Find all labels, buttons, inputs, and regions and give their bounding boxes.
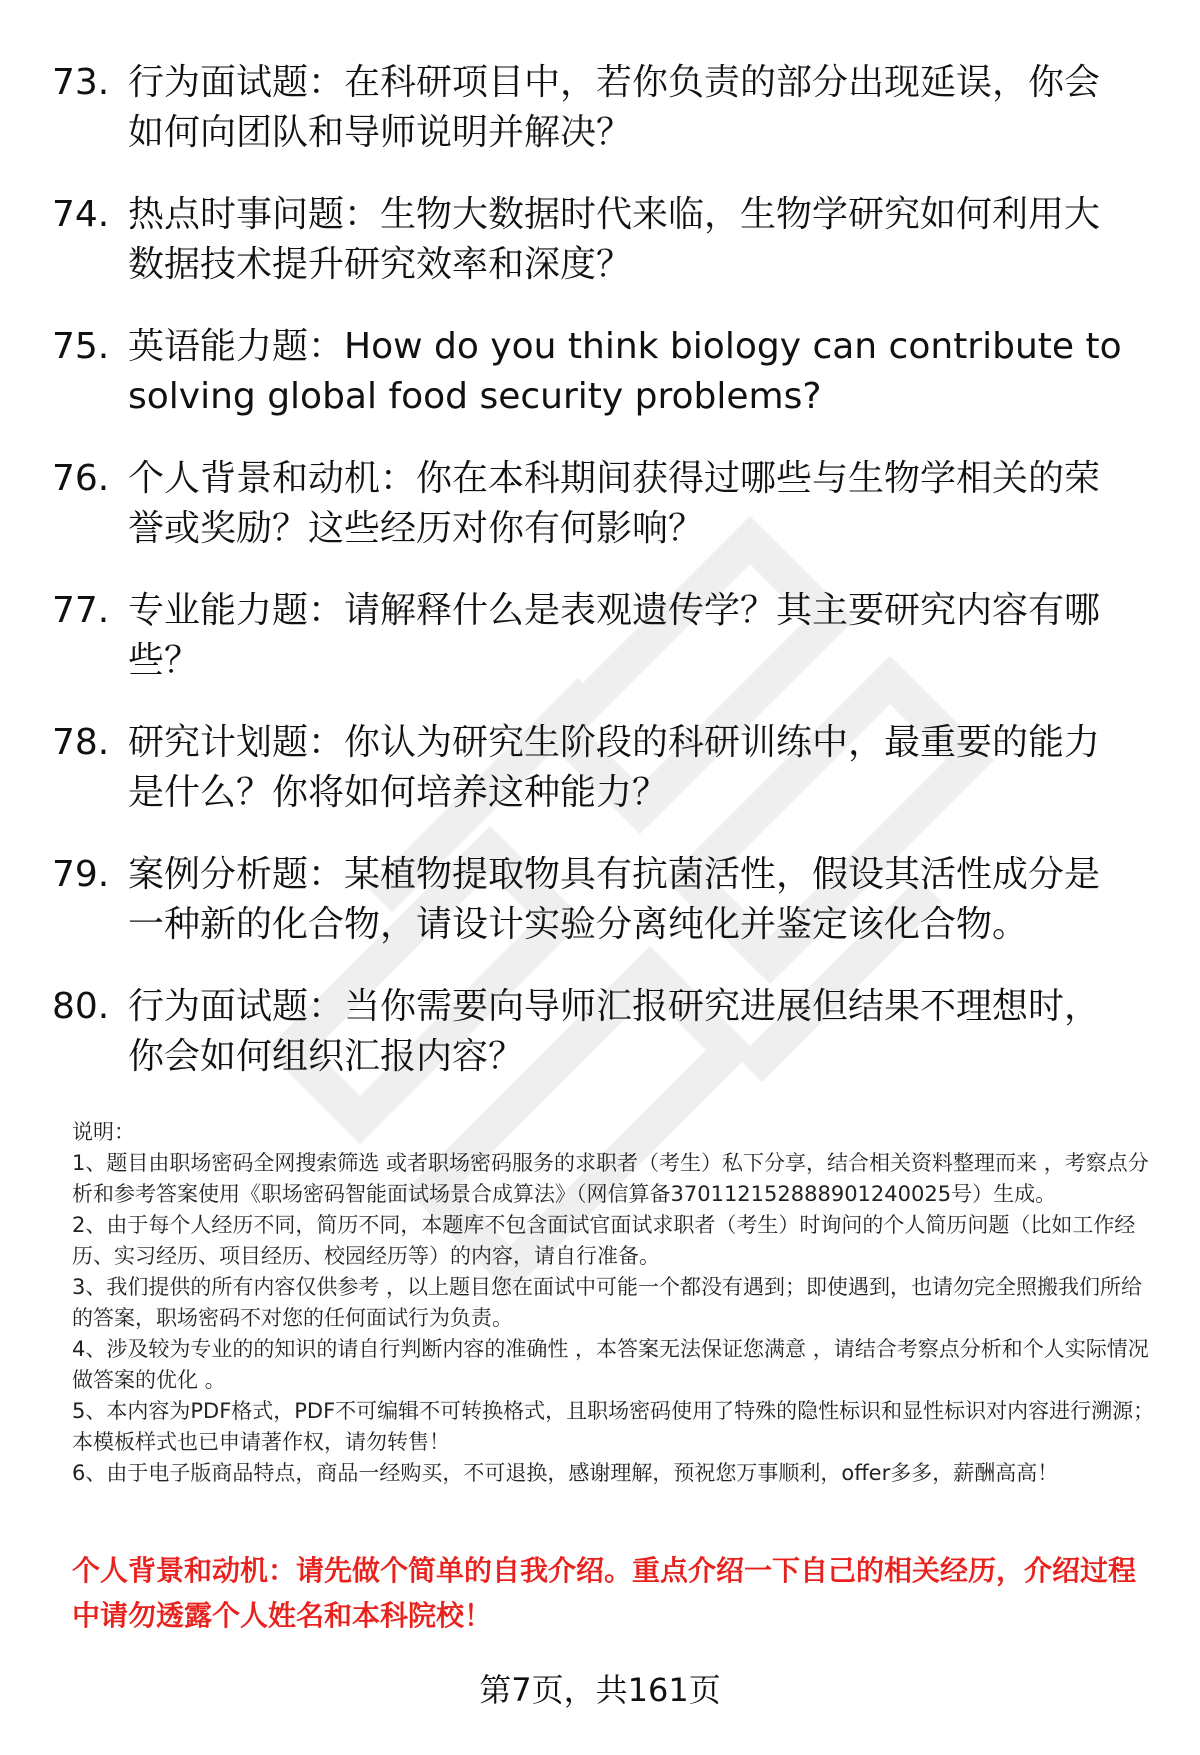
page-number: 第7页，共161页 [479, 1671, 721, 1709]
highlighted-question: 个人背景和动机：请先做个简单的自我介绍。重点介绍一下自己的相关经历，介绍过程中请勿透露个人姓名和本科院校！ [72, 1554, 1137, 1632]
question-text: 案例分析题：某植物提取物具有抗菌活性，假设其活性成分是一种新的化合物，请设计实验分离纯化并鉴定该化合物。 [128, 854, 1101, 945]
note-item: 5、本内容为PDF格式，PDF不可编辑不可转换格式，且职场密码使用了特殊的隐性标识和显性标识对内容进行溯源；本模板样式也已申请著作权，请勿转售！ [72, 1399, 1155, 1454]
question-number: 77. [52, 590, 110, 631]
question-text: 个人背景和动机：你在本科期间获得过哪些与生物学相关的荣誉或奖励？这些经历对你有何影响？ [128, 458, 1101, 549]
question-text: 行为面试题：当你需要向导师汇报研究进展但结果不理想时，你会如何组织汇报内容？ [128, 986, 1101, 1077]
question-text: 行为面试题：在科研项目中，若你负责的部分出现延误，你会如何向团队和导师说明并解决？ [128, 62, 1101, 153]
question-item [52, 982, 1152, 1082]
question-item [52, 718, 1152, 818]
note-item: 4、涉及较为专业的的知识的请自行判断内容的准确性 ，本答案无法保证您满意 ，请结合考察点分析和个人实际情况做答案的优化 。 [72, 1337, 1149, 1392]
question-text: 英语能力题：How do you think biology can contribute to solving global food security problems? [128, 326, 1122, 417]
question-text: 热点时事问题：生物大数据时代来临，生物学研究如何利用大数据技术提升研究效率和深度？ [128, 194, 1101, 285]
question-list [52, 58, 1152, 1114]
question-item [52, 58, 1152, 158]
note-item: 1、题目由职场密码全网搜索筛选 或者职场密码服务的求职者（考生）私下分享，结合相关资料整理而来 ，考察点分析和参考答案使用《职场密码智能面试场景合成算法》（网信算备370112152888901240025号）生成。 [72, 1151, 1149, 1206]
question-number: 76. [52, 458, 110, 499]
question-item [52, 454, 1152, 554]
question-number: 73. [52, 62, 110, 103]
question-text: 研究计划题：你认为研究生阶段的科研训练中，最重要的能力是什么？你将如何培养这种能力？ [128, 722, 1101, 813]
question-number: 80. [52, 986, 110, 1027]
question-number: 79. [52, 854, 110, 895]
question-item [52, 190, 1152, 290]
note-item: 6、由于电子版商品特点，商品一经购买，不可退换，感谢理解，预祝您万事顺利，offer多多，薪酬高高！ [72, 1461, 1059, 1485]
question-item [52, 850, 1152, 950]
notes-title: 说明： [72, 1120, 135, 1144]
question-number: 78. [52, 722, 110, 763]
question-text: 专业能力题：请解释什么是表观遗传学？其主要研究内容有哪些？ [128, 590, 1101, 681]
question-item [52, 322, 1152, 422]
question-item [52, 586, 1152, 686]
note-item: 2、由于每个人经历不同，简历不同，本题库不包含面试官面试求职者（考生）时询问的个人简历问题（比如工作经历、实习经历、项目经历、校园经历等）的内容，请自行准备。 [72, 1213, 1136, 1268]
question-number: 75. [52, 326, 110, 367]
question-number: 74. [52, 194, 110, 235]
notes-section [72, 1117, 1162, 1489]
note-item: 3、我们提供的所有内容仅供参考 ，以上题目您在面试中可能一个都没有遇到；即使遇到，也请勿完全照搬我们所给的答案，职场密码不对您的任何面试行为负责。 [72, 1275, 1143, 1330]
